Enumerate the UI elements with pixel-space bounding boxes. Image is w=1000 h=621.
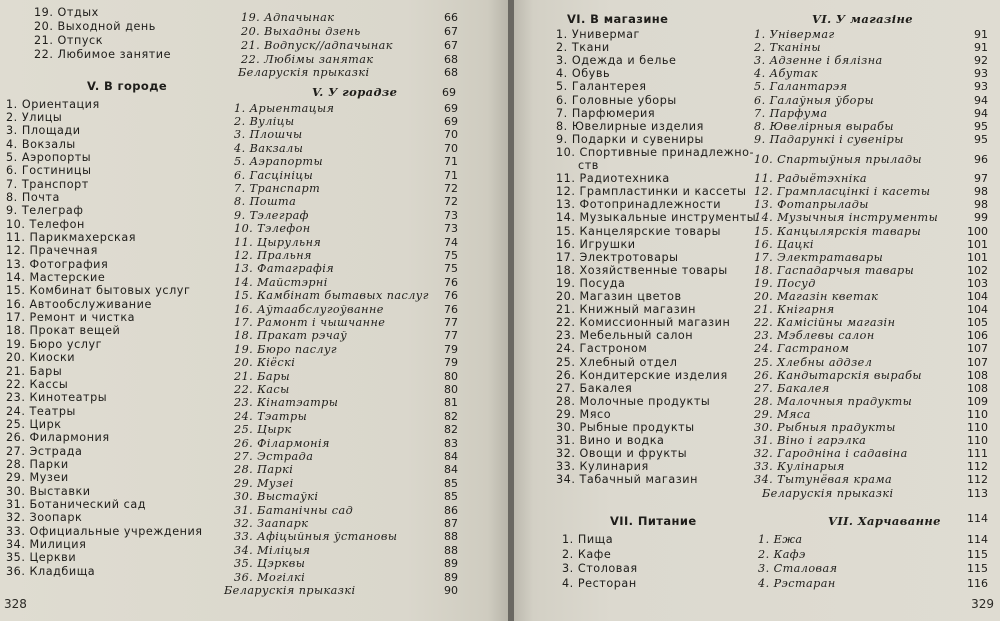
by-entry: 4. Рэстаран [758,576,836,590]
page-ref: 85 [444,476,458,490]
page-ref: 81 [444,396,458,410]
by-entry: 34. Тытунёвая крама [754,473,893,487]
ru-entry: 17. Электротовары [556,250,679,264]
section-title-ru: VI. В магазине [567,12,669,26]
by-entry: 32. Заапарк [234,516,309,530]
ru-entry: 27. Бакалея [556,381,633,395]
ru-entry: 30. Рыбные продукты [556,421,695,434]
by-entry: 21. Бары [234,369,291,383]
by-entry: 11. Радыётэхніка [754,172,868,186]
ru-entry: 33. Официальные учреждения [6,524,203,538]
by-entry: 8. Ювелірныя вырабы [754,119,894,133]
ru-entry: 5. Галантерея [556,80,647,94]
page-ref: 111 [967,447,988,461]
page-ref: 72 [444,181,458,195]
by-entry: 22. Касы [234,382,290,396]
ru-entry: 7. Транспорт [6,177,89,191]
ru-entry: 19. Посуда [556,276,626,290]
by-entry: 6. Гасцініцы [234,168,314,182]
ru-entry: 11. Парикмахерская [6,231,137,244]
ru-entry: 28. Парки [6,457,69,471]
ru-entry: 24. Театры [6,404,76,418]
ru-entry: 14. Мастерские [6,271,106,285]
page-ref: 79 [444,356,458,370]
ru-entry: 34. Милиция [6,538,87,552]
page-ref: 95 [974,119,988,133]
ru-entry: 3. Столовая [562,562,638,576]
by-entry: 7. Парфума [754,106,828,120]
ru-entry: 28. Молочные продукты [556,394,711,408]
page-ref: 89 [444,557,458,571]
by-entry: 6. Галаўныя ўборы [754,93,875,107]
page-ref: 93 [974,80,988,94]
ru-entry: 18. Хозяйственные товары [556,263,728,277]
section-title-ru: V. В городе [87,79,168,93]
page-ref: 76 [444,275,458,289]
ru-entry: 9. Телеграф [6,204,84,218]
by-entry: 36. Могілкі [234,570,306,584]
ru-entry: 32. Зоопарк [6,511,83,525]
ru-entry: 4. Ресторан [562,576,637,590]
page-ref: 113 [967,486,988,500]
page-ref: 105 [967,316,988,330]
by-entry: 26. Кандытарскія вырабы [754,368,922,382]
ru-entry: 23. Мебельный салон [556,329,694,343]
page-ref: 106 [967,329,988,343]
by-entry: 19. Бюро паслуг [234,342,338,356]
page-ref: 91 [974,28,988,41]
by-entry: 15. Камбінат бытавых паслуг [234,289,429,303]
ru-entry: 23. Кинотеатры [6,391,108,405]
page-ref: 69 [444,114,458,128]
page-ref: 74 [444,235,458,249]
proverbs-entry: Беларускія прыказкі [762,486,894,500]
page-ref: 87 [444,516,458,530]
page-ref: 114 [967,533,988,546]
ru-entry: 3. Одежда и белье [556,54,677,68]
by-entry: 17. Рамонт і чышчанне [234,315,386,329]
proverbs-entry: Беларускія прыказкі [224,583,356,597]
by-entry: 19. Посуд [754,276,816,290]
ru-entry: 20. Магазин цветов [556,290,682,303]
ru-entry: 22. Любимое занятие [34,47,172,61]
page-ref: 109 [967,394,988,408]
ru-entry: 11. Радиотехника [556,172,670,186]
ru-entry: 15. Комбинат бытовых услуг [6,284,191,298]
page-ref: 82 [444,409,458,423]
by-entry: 10. Спартыўныя прылады [754,152,922,166]
ru-entry-continuation: ств [578,159,599,172]
by-entry: 32. Гароднiна і садавіна [754,447,908,461]
ru-entry: 20. Киоски [6,351,76,365]
page-ref: 77 [444,329,458,343]
page-ref: 86 [444,503,458,517]
ru-entry: 34. Табачный магазин [556,473,698,487]
ru-entry: 32. Овощи и фрукты [556,447,688,461]
ru-entry: 17. Ремонт и чистка [6,311,136,325]
ru-entry: 12. Грампластинки и кассеты [556,185,747,199]
page-ref: 80 [444,369,458,383]
proverbs-entry: Беларускія прыказкі [238,66,370,80]
by-entry: 20. Выхадны дзень [241,24,361,38]
page-ref: 77 [444,315,458,329]
by-entry: 2. Вуліцы [234,114,295,128]
ru-entry: 3. Площади [6,124,81,138]
page-ref: 67 [444,24,458,38]
ru-entry: 12. Прачечная [6,244,98,258]
ru-entry: 6. Гостиницы [6,164,92,178]
by-entry: 20. Магазін кветак [754,290,879,303]
by-entry: 25. Цырк [234,423,292,437]
page-ref: 108 [967,381,988,395]
by-entry: 30. Выстаўкі [234,490,319,504]
by-entry: 33. Кулінарыя [754,460,845,474]
page-ref: 69 [442,86,456,99]
section-title-by: VII. Харчаванне [828,514,941,528]
ru-entry: 22. Кассы [6,377,69,391]
page-ref: 104 [967,303,988,317]
page-ref: 108 [967,368,988,382]
page-ref: 76 [444,302,458,316]
ru-entry: 31. Вино и водка [556,434,665,448]
by-entry: 25. Хлебны аддзел [754,355,873,369]
by-entry: 1. Арыентацыя [234,101,335,115]
page-ref: 90 [444,583,458,597]
ru-entry: 10. Спортивные принадлежно- [556,145,755,159]
by-entry: 29. Музеі [234,476,294,490]
left-page-number: 328 [4,597,27,611]
by-entry: 4. Вакзалы [234,141,304,155]
by-entry: 22. Камісійны магазін [754,316,896,330]
ru-entry: 13. Фотография [6,257,109,271]
by-entry: 12. Грампласцінкі і касеты [754,185,931,199]
by-entry: 3. Плошчы [234,128,303,142]
right-page-number: 329 [971,597,994,611]
page-ref: 73 [444,208,458,222]
ru-entry: 5. Аэропорты [6,150,92,164]
page-ref: 100 [967,224,988,238]
by-entry: 4. Абутак [754,67,819,81]
by-entry: 15. Канцылярскія тавары [754,224,922,238]
page-ref: 96 [974,152,988,166]
by-entry: 18. Пракат рэчаў [234,329,348,343]
by-entry: 16. Цацкі [754,237,814,251]
page-ref: 115 [967,547,988,561]
ru-entry: 9. Подарки и сувениры [556,132,704,146]
page-ref: 101 [967,237,988,251]
ru-entry: 21. Отпуск [34,33,104,47]
ru-entry: 31. Ботанический сад [6,498,147,511]
by-entry: 28. Паркі [234,463,294,477]
ru-entry: 24. Гастроном [556,342,648,356]
by-entry: 14. Майстэрні [234,275,328,289]
page-ref: 116 [967,576,988,590]
by-entry: 14. Музычныя інструменты [754,211,939,225]
ru-entry: 2. Кафе [562,547,612,561]
page-ref: 112 [967,460,988,474]
page-ref: 72 [444,195,458,209]
page-ref: 89 [444,570,458,584]
by-entry: 12. Пральня [234,248,312,262]
by-entry: 23. Мэблевы салон [754,329,875,343]
page-ref: 79 [444,342,458,356]
page-ref: 110 [967,407,988,421]
ru-entry: 10. Телефон [6,217,85,231]
ru-entry: 29. Музеи [6,471,69,485]
by-entry: 21. Водпуск//адпачынак [241,38,393,52]
page-ref: 110 [967,434,988,448]
page-ref: 84 [444,449,458,463]
page-ref: 71 [444,155,458,169]
ru-entry: 25. Хлебный отдел [556,355,678,369]
page-ref: 94 [974,93,988,107]
section-title-ru: VII. Питание [610,514,697,528]
page-ref: 67 [444,38,458,52]
page-ref: 73 [444,222,458,236]
page-ref: 66 [444,11,458,24]
ru-entry: 6. Головные уборы [556,93,677,107]
ru-entry: 2. Ткани [556,41,610,55]
section-title-by: V. У горадзе [312,85,398,99]
page-ref: 98 [974,185,988,199]
ru-entry: 8. Ювелирные изделия [556,119,704,133]
page-ref: 76 [444,289,458,303]
by-entry: 20. Кіёскі [234,356,296,370]
by-entry: 3. Адзенне і бялізна [754,54,883,68]
by-entry: 34. Міліцыя [234,543,311,557]
ru-entry: 1. Универмаг [556,28,640,41]
ru-entry: 19. Отдых [34,6,99,19]
by-entry: 27. Эстрада [234,449,314,463]
page-ref: 101 [967,250,988,264]
by-entry: 30. Рыбныя прадукты [754,421,896,434]
page-ref: 75 [444,248,458,262]
by-entry: 11. Цырульня [234,235,322,249]
page-ref: 103 [967,276,988,290]
page-ref: 93 [974,67,988,81]
by-entry: 1. Універмаг [754,28,835,41]
ru-entry: 25. Цирк [6,417,62,431]
ru-entry: 16. Игрушки [556,237,636,251]
by-entry: 2. Кафэ [758,547,806,561]
by-entry: 9. Тэлеграф [234,208,309,222]
by-entry: 24. Гастраном [754,342,850,356]
page-ref: 98 [974,198,988,212]
by-entry: 17. Электратавары [754,250,884,264]
page-ref: 68 [444,66,458,80]
by-entry: 31. Батанічны сад [234,503,354,517]
ru-entry: 18. Прокат вещей [6,324,121,338]
page-ref: 80 [444,382,458,396]
page-ref: 110 [967,421,988,434]
page-ref: 115 [967,562,988,576]
ru-entry: 35. Церкви [6,551,77,565]
page-ref: 68 [444,52,458,66]
page-ref: 69 [444,101,458,115]
ru-entry: 27. Эстрада [6,444,83,458]
by-entry: 2. Тканіны [754,41,821,55]
page-ref: 99 [974,211,988,225]
page-ref: 70 [444,128,458,142]
ru-entry: 22. Комиссионный магазин [556,316,731,330]
section-title-by: VI. У магазіне [812,12,913,26]
page-ref: 94 [974,106,988,120]
ru-entry: 33. Кулинария [556,460,649,474]
by-entry: 13. Фатаграфія [234,262,335,276]
page-ref: 70 [444,141,458,155]
by-entry: 28. Малочныя прадукты [754,394,913,408]
page-ref: 104 [967,290,988,303]
ru-entry: 8. Почта [6,190,60,204]
by-entry: 19. Адпачынак [241,11,335,24]
by-entry: 3. Сталовая [758,562,838,576]
ru-entry: 15. Канцелярские товары [556,224,721,238]
ru-entry: 36. Кладбища [6,564,96,578]
ru-entry: 4. Обувь [556,67,611,81]
by-entry: 16. Аўтаабслугоўванне [234,302,384,316]
ru-entry: 21. Книжный магазин [556,303,696,317]
by-entry: 22. Любімы занятак [241,52,374,66]
right-page [514,0,1000,621]
by-entry: 26. Філармонія [234,436,330,450]
ru-entry: 1. Ориентация [6,97,100,111]
by-entry: 9. Падарункі і сувеніры [754,132,904,146]
page-ref: 112 [967,473,988,487]
by-entry: 8. Пошта [234,195,297,209]
ru-entry: 2. Улицы [6,110,63,124]
page-ref: 95 [974,132,988,146]
ru-entry: 20. Выходной день [34,19,156,33]
ru-entry: 26. Кондитерские изделия [556,368,728,382]
page-ref: 102 [967,263,988,277]
by-entry: 13. Фотапрылады [754,198,869,212]
page-ref: 114 [967,512,988,525]
page-ref: 88 [444,530,458,544]
ru-entry: 19. Бюро услуг [6,337,103,351]
page-ref: 107 [967,355,988,369]
by-entry: 1. Ежа [758,533,803,546]
by-entry: 5. Галантарэя [754,80,848,94]
by-entry: 35. Цэрквы [234,557,306,571]
page-ref: 75 [444,262,458,276]
by-entry: 5. Аэрапорты [234,155,324,169]
ru-entry: 30. Выставки [6,484,91,498]
page-ref: 84 [444,463,458,477]
ru-entry: 21. Бары [6,364,63,378]
ru-entry: 13. Фотопринадлежности [556,198,722,212]
by-entry: 24. Тэатры [234,409,308,423]
ru-entry: 26. Филармония [6,431,110,445]
by-entry: 29. Мяса [754,407,811,421]
ru-entry: 7. Парфюмерия [556,106,656,120]
page-ref: 97 [974,172,988,186]
by-entry: 27. Бакалея [754,381,830,395]
by-entry: 21. Кнігарня [754,303,835,317]
by-entry: 18. Гаспадарчыя тавары [754,263,915,277]
ru-entry: 14. Музыкальные инструменты [556,211,757,225]
page-ref: 88 [444,543,458,557]
ru-entry: 4. Вокзалы [6,137,76,151]
page-ref: 107 [967,342,988,356]
by-entry: 31. Віно і гарэлка [754,434,867,448]
by-entry: 23. Кінатэатры [234,396,339,410]
page-ref: 83 [444,436,458,450]
by-entry: 10. Тэлефон [234,222,311,236]
page-ref: 85 [444,490,458,504]
ru-entry: 16. Автообслуживание [6,297,152,311]
page-ref: 71 [444,168,458,182]
page-ref: 92 [974,54,988,68]
by-entry: 7. Транспарт [234,181,321,195]
page-ref: 91 [974,41,988,55]
page-ref: 82 [444,423,458,437]
ru-entry: 29. Мясо [556,407,612,421]
ru-entry: 1. Пища [562,533,614,546]
by-entry: 33. Афіцыйныя ўстановы [234,530,398,544]
